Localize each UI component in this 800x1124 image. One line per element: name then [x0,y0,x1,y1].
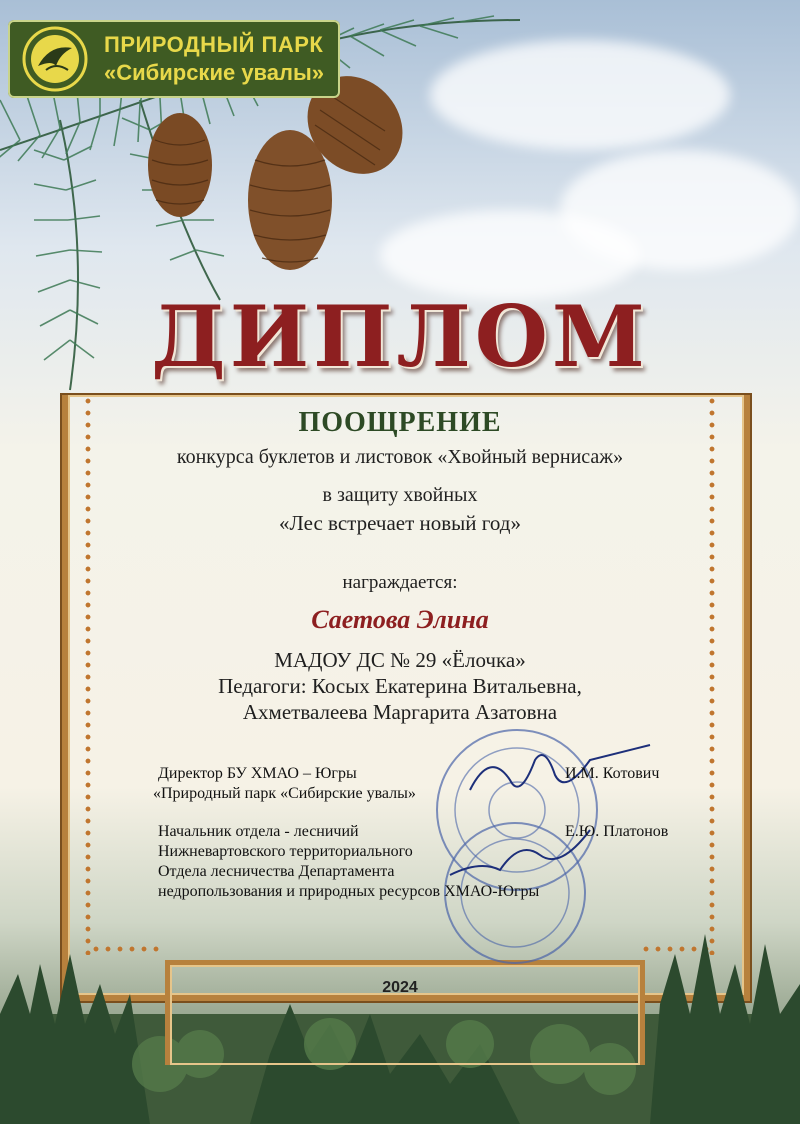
contest-name: конкурса буклетов и листовок «Хвойный вернисаж» [176,446,624,468]
director-name: И.М. Котович [565,765,660,782]
chief-title-line-1: Начальник отдела - лесничий [158,823,359,840]
school-name: МАДОУ ДС № 29 «Ёлочка» [274,648,526,672]
diploma-title: ДИПЛОМ [151,287,649,386]
director-title-line-2: «Природный парк «Сибирские увалы» [153,785,416,802]
chief-title-line-3: Отдела лесничества Департамента [158,863,395,880]
park-logo [8,20,340,98]
teachers-line-2: Ахметвалеева Маргарита Азатовна [242,700,558,724]
chief-title-line-2: Нижневартовского территориального [158,843,413,860]
logo-subtitle: «Сибирские увалы» [104,60,325,85]
award-type: ПООЩРЕНИЕ [298,407,502,438]
year: 2024 [382,979,418,996]
director-title-line-1: Директор БУ ХМАО – Югры [158,765,357,782]
osprey-emblem-icon [16,26,94,92]
contest-theme: в защиту хвойных [322,484,478,506]
chief-name: Е.Ю. Платонов [565,823,669,840]
recipient-name: Саетова Элина [311,605,489,634]
contest-motto: «Лес встречает новый год» [279,511,521,535]
awarded-label: награждается: [342,572,458,593]
teachers-line-1: Педагоги: Косых Екатерина Витальевна, [218,674,582,698]
logo-title: ПРИРОДНЫЙ ПАРК [104,32,324,57]
frame-bottom-notch [165,960,645,1065]
chief-title-line-4: недропользования и природных ресурсов ХМАО-Югры [158,883,540,900]
